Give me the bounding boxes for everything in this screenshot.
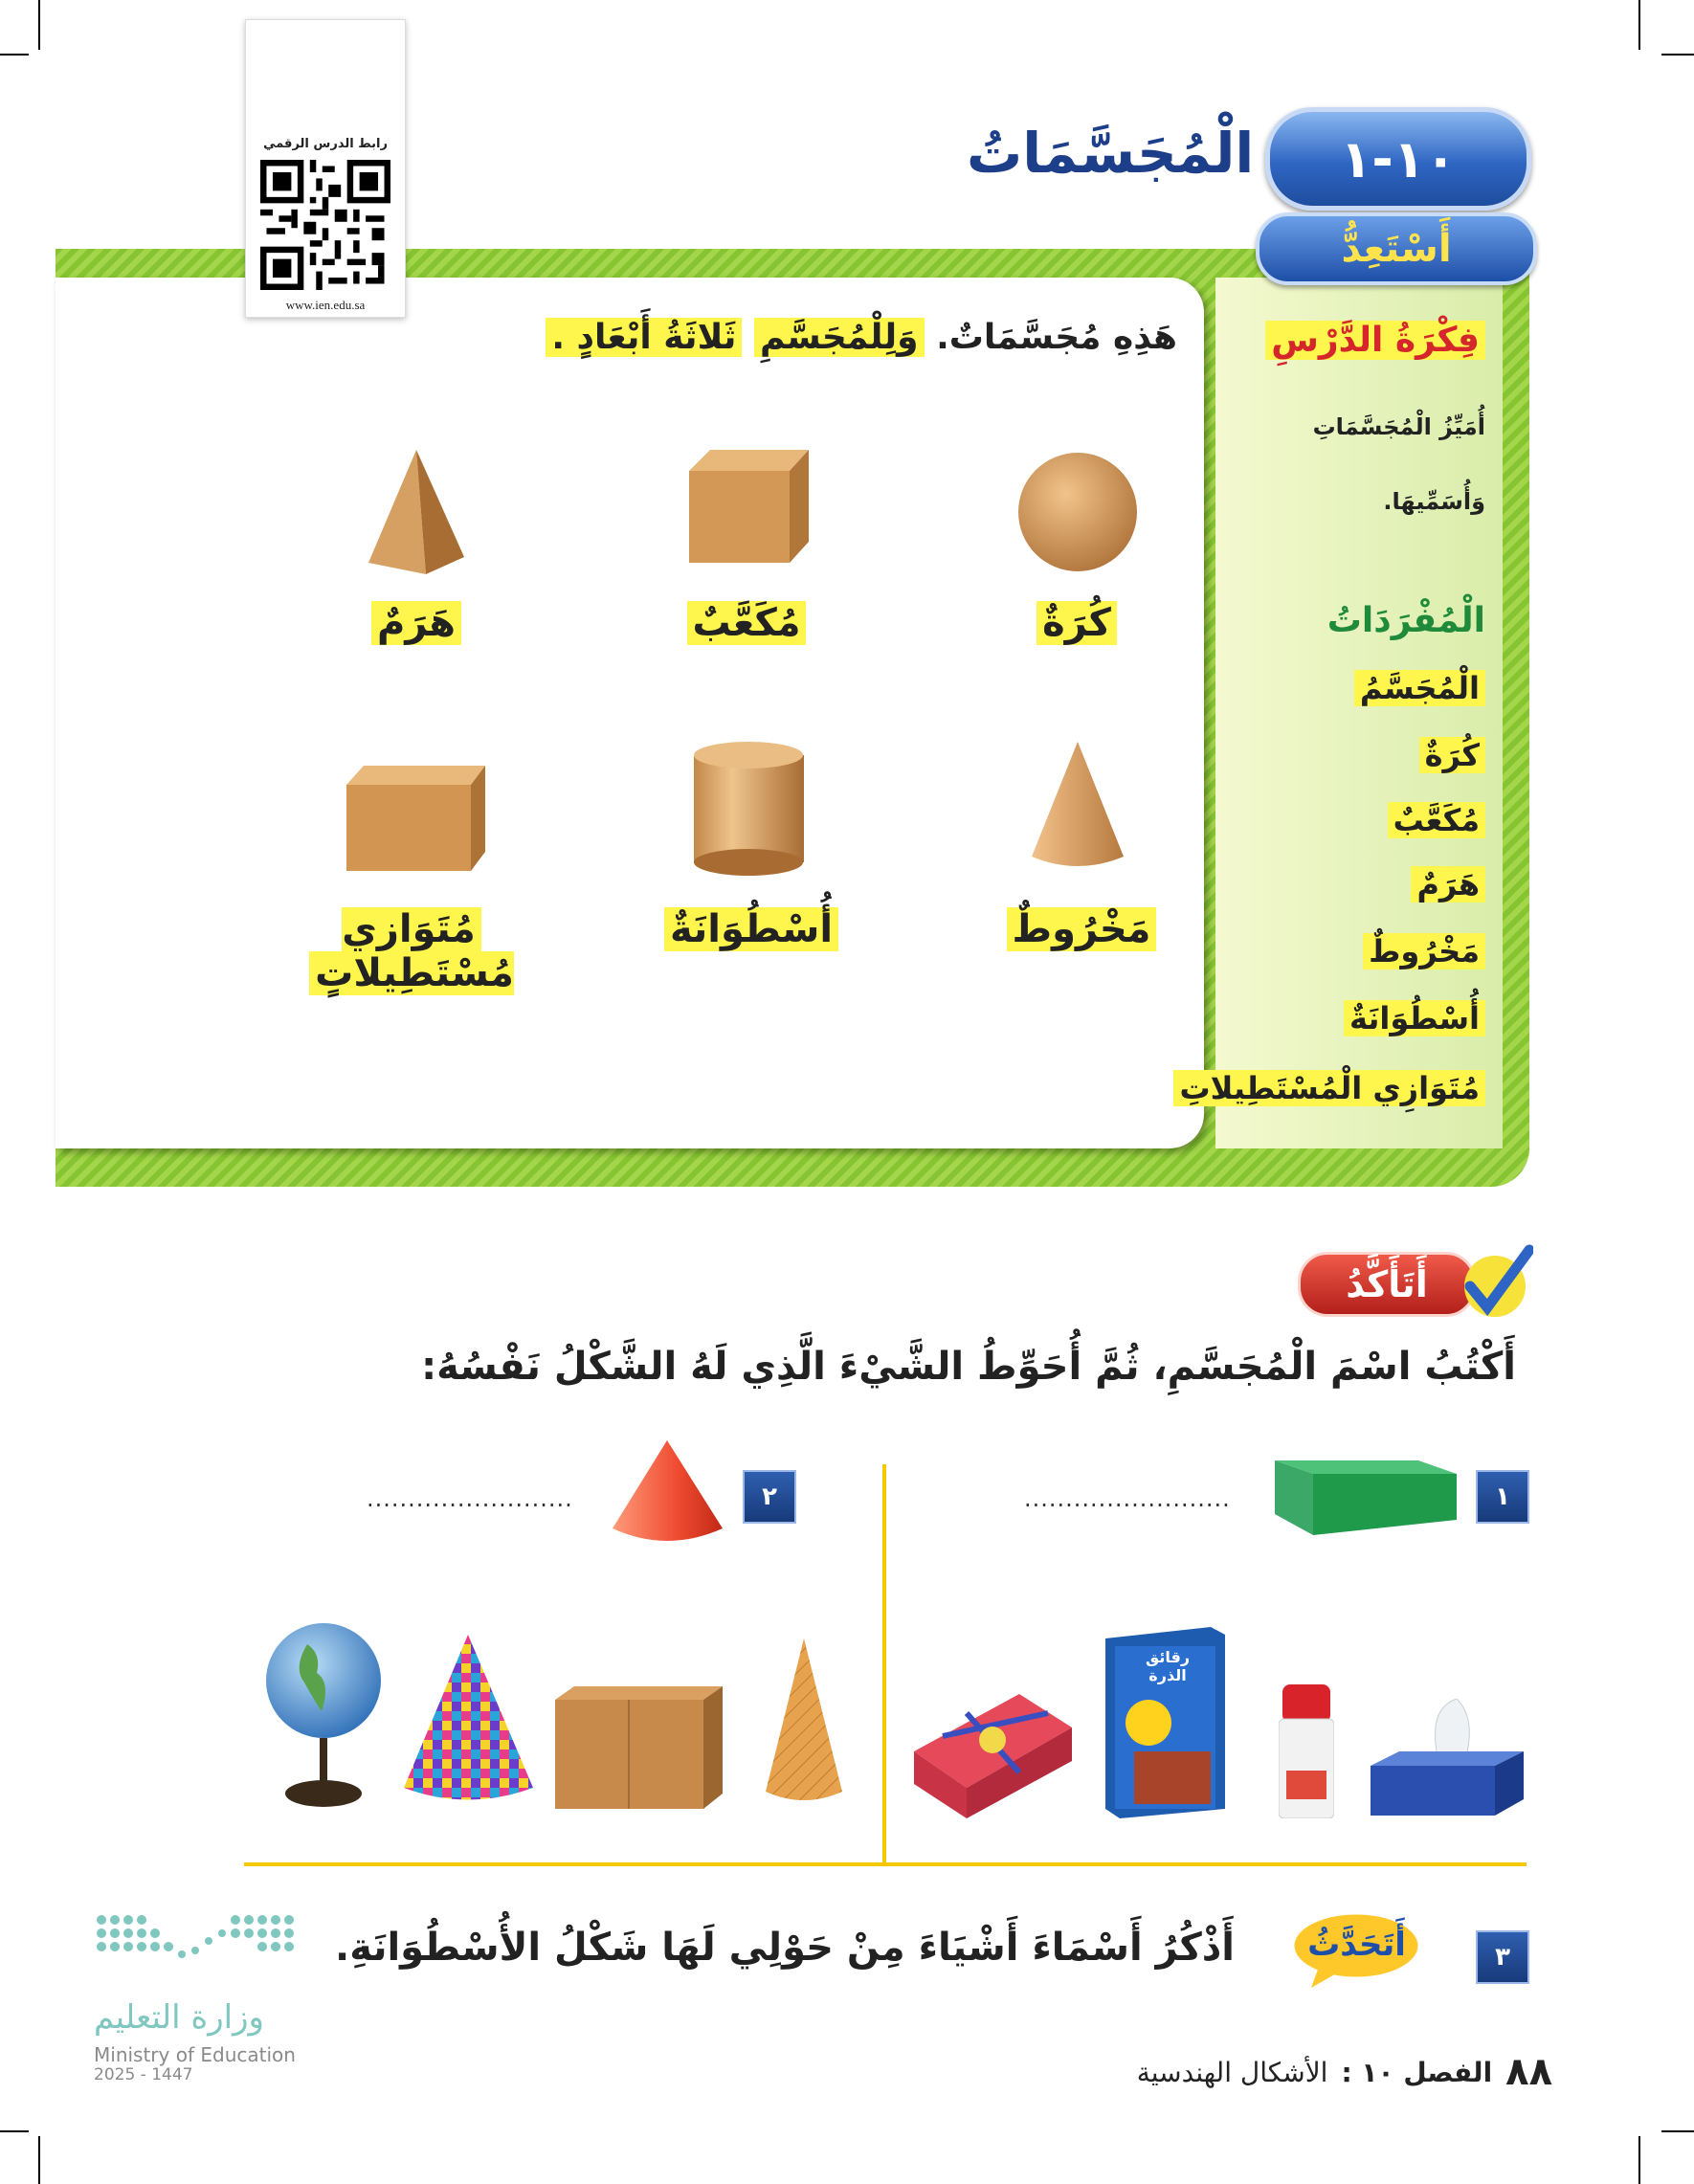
talk-prompt: أَذْكُرُ أَسْمَاءَ أَشْيَاءَ مِنْ حَوْلِي لَهَا شَكْلُ الأُسْطُوَانَةِ. — [335, 1926, 1235, 1970]
qr-url[interactable]: www.ien.edu.sa — [285, 298, 366, 312]
check-label-box — [1298, 1252, 1476, 1317]
crop-mark — [1638, 2136, 1640, 2184]
page-footer — [1137, 2050, 1552, 2094]
check-instruction: أَكْتُبُ اسْمَ الْمُجَسَّمِ، ثُمَّ أُحَوِّطُ الشَّيْءَ الَّذِي لَهُ الشَّكْلُ نَفْسُهُ: — [421, 1345, 1516, 1389]
answer-line-2[interactable]: ......................... — [367, 1485, 573, 1512]
vocab-item: الْمُجَسَّمُ — [1354, 670, 1485, 706]
pyramid-label: هَرَمٌ — [345, 601, 488, 645]
intro-part-3: ثَلاثَةُ أَبْعَادٍ . — [546, 318, 742, 357]
cylinder-label: أُسْطُوَانَةٌ — [660, 907, 842, 951]
vocab-item: مُكَعَّبٌ — [1388, 802, 1485, 838]
idea-line-1: أُمَيِّزُ الْمُجَسَّمَاتِ — [1312, 413, 1485, 440]
lesson-number: ١٠-١ — [1340, 128, 1457, 189]
page-title: الْمُجَسَّمَاتُ — [967, 121, 1255, 186]
answer-line-1[interactable]: ......................... — [1024, 1485, 1231, 1512]
qr-code-icon[interactable] — [260, 160, 390, 290]
qr-card[interactable] — [245, 19, 406, 318]
check-badge — [1256, 1244, 1533, 1321]
crop-mark — [0, 2130, 29, 2132]
section-divider — [244, 1862, 1527, 1866]
checkmark-icon — [1457, 1244, 1533, 1321]
gift-box-image[interactable] — [914, 1694, 1072, 1818]
idea-line-2: وَأُسَمِّيهَا. — [1383, 488, 1485, 515]
page-number: ٨٨ — [1505, 2050, 1552, 2094]
vocab-item: أُسْطُوَانَةٌ — [1344, 1000, 1485, 1036]
idea-heading-text: فِكْرَةُ الدَّرْسِ — [1265, 321, 1485, 360]
ministry-name-ar: وزارة التعليم — [94, 1998, 264, 2037]
column-divider — [882, 1464, 886, 1866]
prism-label: مُتَوَازِي مُسْتَطِيلاتٍ — [268, 907, 555, 995]
cylinder-image — [694, 742, 804, 876]
vocab-item: مُتَوَازِي الْمُسْتَطِيلاتِ — [1173, 1070, 1485, 1106]
cereal-box-text: رقائق الذرة — [1145, 1648, 1191, 1684]
cube-image — [689, 450, 809, 563]
crop-mark — [1638, 0, 1640, 50]
party-hat-image[interactable] — [404, 1635, 533, 1803]
vocab-item: كُرَةٌ — [1419, 737, 1485, 773]
crop-mark — [1661, 2130, 1694, 2132]
vocab-item: هَرَمٌ — [1411, 866, 1485, 903]
crop-mark — [38, 0, 40, 50]
pyramid-image — [368, 450, 464, 574]
spray-can-image[interactable] — [1279, 1684, 1334, 1818]
cone-image — [1032, 742, 1124, 871]
prepare-label: أَسْتَعِدُّ — [1341, 227, 1452, 271]
vocab-item: مَخْرُوطٌ — [1363, 933, 1485, 969]
globe-image[interactable] — [264, 1616, 384, 1811]
ministry-name-en: Ministry of Education — [94, 2043, 296, 2066]
prism-image — [346, 766, 485, 871]
content-card — [56, 278, 1204, 1148]
question-3-badge: ٣ — [1476, 1930, 1529, 1984]
crop-mark — [38, 2136, 40, 2184]
ministry-year: 2025 - 1447 — [94, 2065, 193, 2084]
intro-part-1: هَذِهِ مُجَسَّمَاتٌ. — [936, 318, 1177, 357]
lesson-number-badge — [1265, 107, 1531, 211]
cardboard-box-image[interactable] — [555, 1686, 723, 1809]
idea-heading — [1265, 321, 1485, 360]
green-prism-image — [1275, 1460, 1457, 1535]
ministry-logo — [94, 1912, 304, 2084]
cone-label: مَخْرُوطٌ — [995, 907, 1168, 951]
chapter-title: الأشكال الهندسية — [1136, 2056, 1328, 2088]
question-2-badge: ٢ — [743, 1470, 796, 1524]
intro-highlight: وَلِلْمُجَسَّمِ — [754, 318, 925, 357]
question-1-badge: ١ — [1476, 1470, 1529, 1524]
sphere-image — [1013, 450, 1143, 574]
cube-label: مُكَعَّبٌ — [670, 601, 823, 645]
check-label: أَتَأَكَّدُ — [1346, 1263, 1428, 1305]
tissue-box-image[interactable] — [1371, 1699, 1524, 1818]
chapter-label: الفصل ١٠ : — [1341, 2056, 1493, 2088]
vocab-heading: الْمُفْرَدَاتُ — [1326, 601, 1485, 640]
qr-title: رابط الدرس الرقمي — [263, 137, 388, 151]
crop-mark — [1661, 54, 1694, 56]
talk-label: أَتَحَدَّثُ — [1307, 1926, 1406, 1964]
sphere-label: كُرَةٌ — [1005, 601, 1148, 645]
red-cone-image — [613, 1440, 723, 1546]
ice-cream-cone-image[interactable] — [766, 1638, 842, 1803]
prepare-badge — [1256, 212, 1537, 285]
crop-mark — [0, 54, 29, 56]
talk-bubble — [1292, 1911, 1421, 1988]
intro-text — [546, 318, 1177, 357]
ministry-dots-icon — [94, 1912, 300, 1970]
